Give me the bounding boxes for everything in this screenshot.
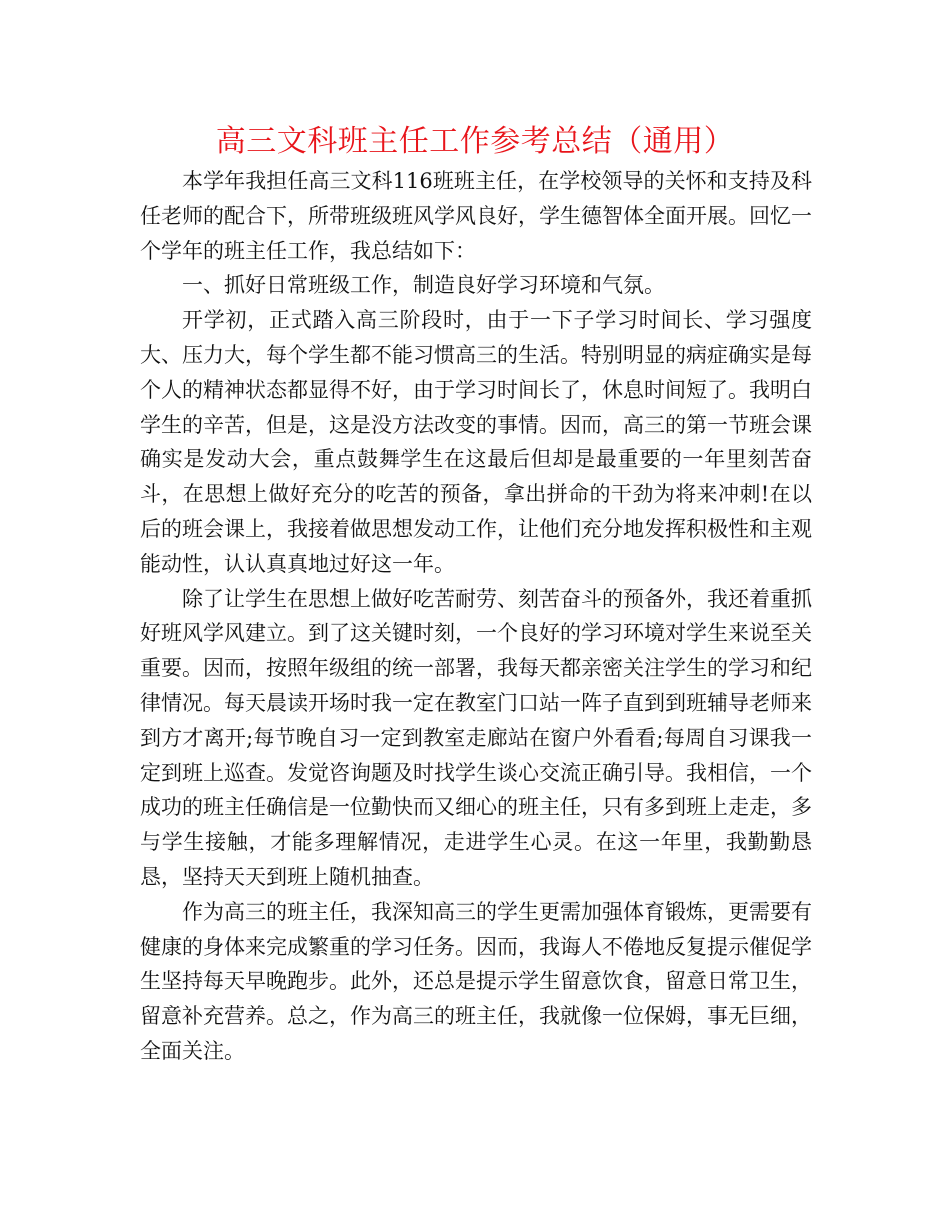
paragraph: 作为高三的班主任，我深知高三的学生更需加强体育锻炼，更需要有健康的身体来完成繁重的学习任务。因而，我诲人不倦地反复提示催促学生坚持每天早晚跑步。此外，还总是提示学生留意饮食，留意日常卫生，留意补充营养。总之，作为高三的班主任，我就像一位保姆，事无巨细，全面关注。	[140, 899, 812, 1063]
document-body	[140, 164, 812, 1069]
document-title: 高三文科班主任工作参考总结（通用）	[215, 124, 735, 159]
paragraph: 开学初，正式踏入高三阶段时，由于一下子学习时间长、学习强度大、压力大，每个学生都不能习惯高三的生活。特别明显的病症确实是每个人的精神状态都显得不好，由于学习时间长了，休息时间短了。我明白学生的辛苦，但是，这是没方法改变的事情。因而，高三的第一节班会课确实是发动大会，重点鼓舞学生在这最后但却是最重要的一年里刻苦奋斗，在思想上做好充分的吃苦的预备，拿出拼命的干劲为将来冲刺!在以后的班会课上，我接着做思想发动工作，让他们充分地发挥积极性和主观能动性，认认真真地过好这一年。	[140, 308, 812, 576]
section-heading: 一、抓好日常班级工作，制造良好学习环境和气氛。	[182, 273, 665, 298]
paragraph: 除了让学生在思想上做好吃苦耐劳、刻苦奋斗的预备外，我还着重抓好班风学风建立。到了这关键时刻，一个良好的学习环境对学生来说至关重要。因而，按照年级组的统一部署，我每天都亲密关注学生的学习和纪律情况。每天晨读开场时我一定在教室门口站一阵子直到到班辅导老师来到方才离开;每节晚自习一定到教室走廊站在窗户外看看;每周自习课我一定到班上巡查。发觉咨询题及时找学生谈心交流正确引导。我相信，一个成功的班主任确信是一位勤快而又细心的班主任，只有多到班上走走，多与学生接触，才能多理解情况，走进学生心灵。在这一年里，我勤勤恳恳，坚持天天到班上随机抽查。	[140, 586, 812, 889]
paragraph: 本学年我担任高三文科116班班主任，在学校领导的关怀和支持及科任老师的配合下，所带班级班风学风良好，学生德智体全面开展。回忆一个学年的班主任工作，我总结如下：	[140, 169, 812, 263]
